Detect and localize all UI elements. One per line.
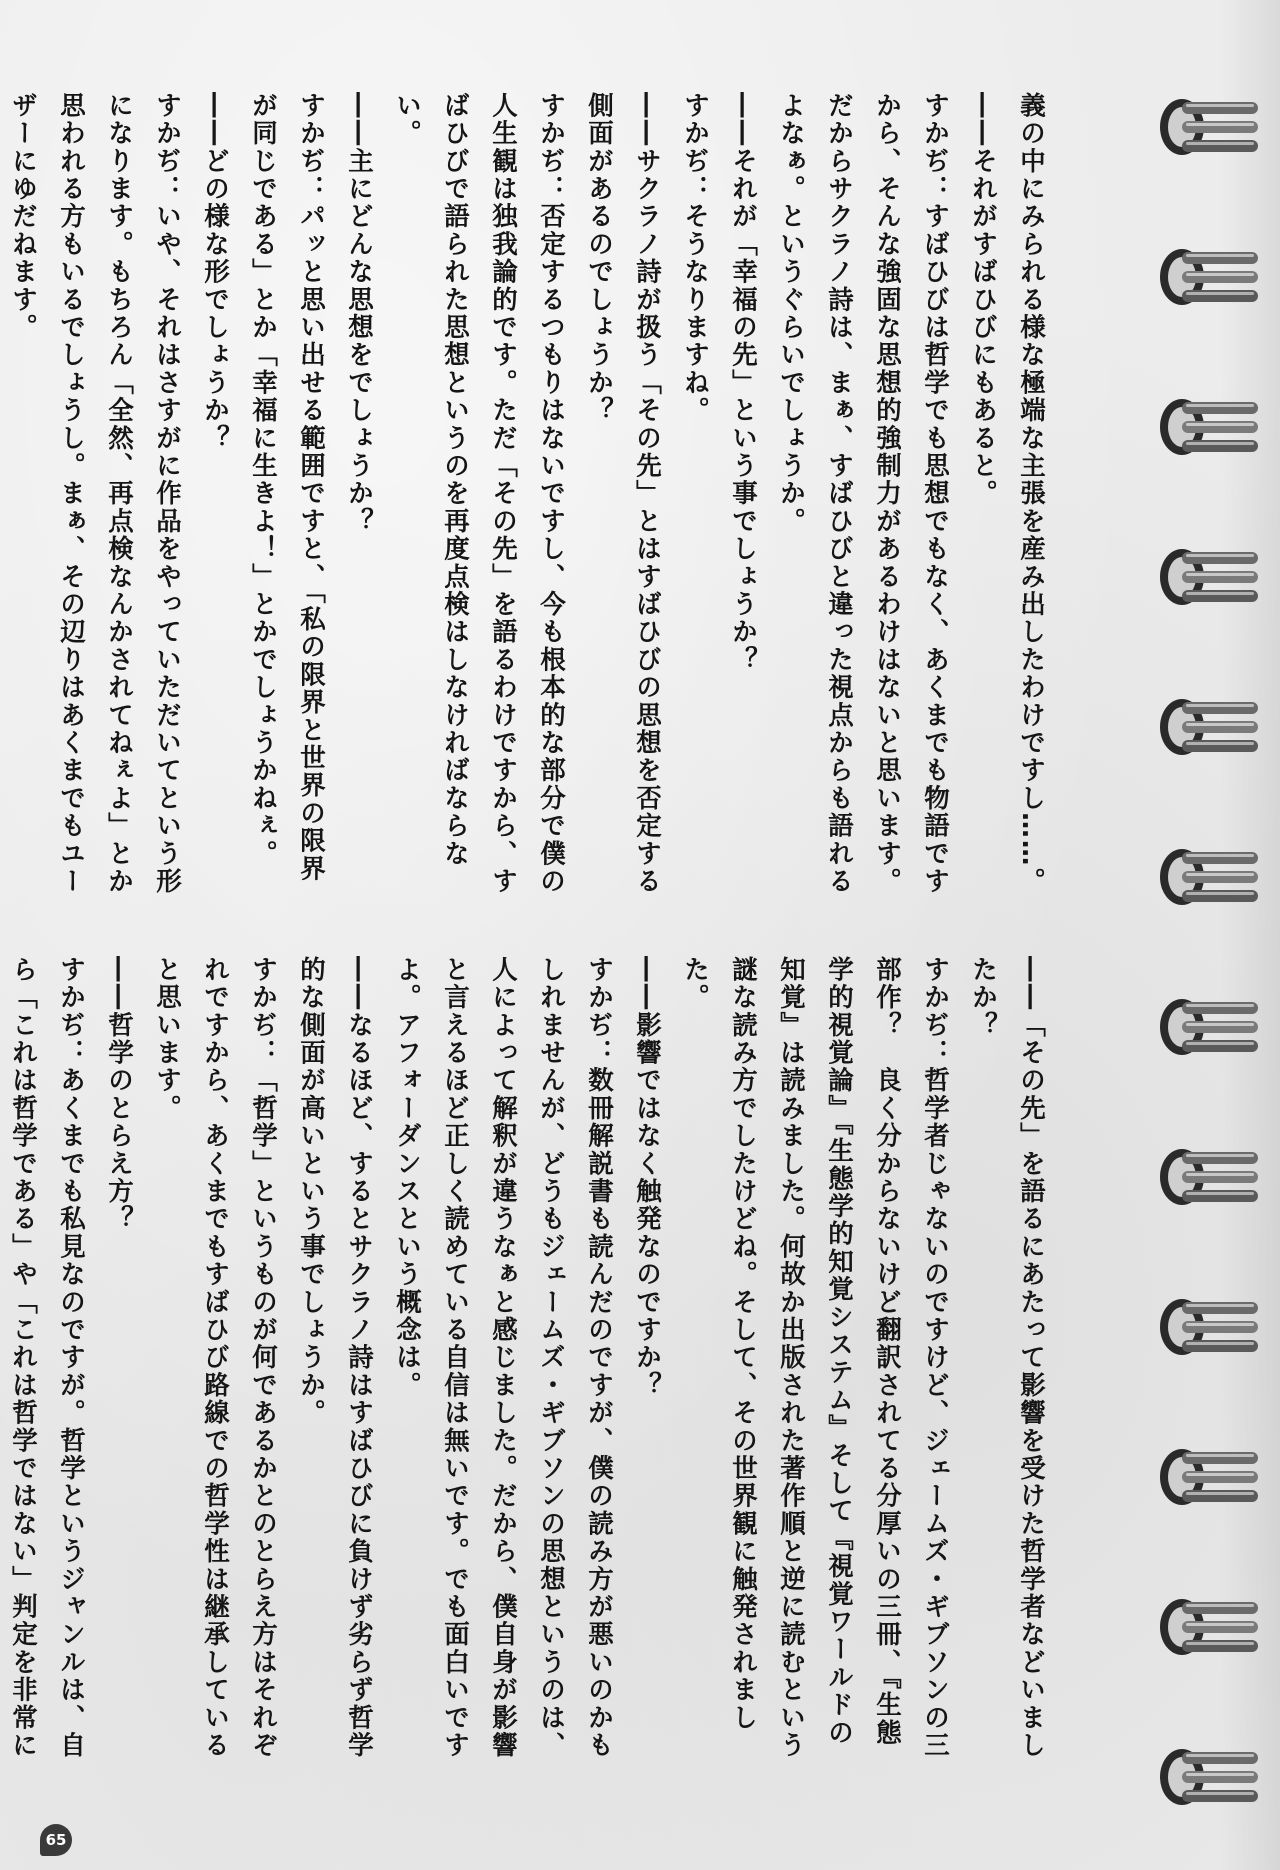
ring-icon bbox=[1152, 1292, 1262, 1362]
text-line: ザーにゆだねます。 bbox=[8, 92, 38, 342]
text-line: 人生観は独我論的です。ただ「その先」を語るわけですから、す bbox=[488, 92, 518, 896]
text-line: すかぢ：数冊解説書も読んだのですが、僕の読み方が悪いのかも bbox=[584, 956, 614, 1760]
text-line: すかぢ：あくまでも私見なのですが。哲学というジャンルは、自 bbox=[56, 956, 86, 1760]
ring-icon bbox=[1152, 542, 1262, 612]
text-line: 的な側面が高いという事でしょうか。 bbox=[296, 956, 326, 1427]
text-line: ――それが「幸福の先」という事でしょうか？ bbox=[728, 92, 758, 674]
text-line: い。 bbox=[392, 92, 422, 148]
text-line: た。 bbox=[680, 956, 710, 1012]
ring-icon bbox=[1152, 842, 1262, 912]
text-line: すかぢ：すばひびは哲学でも思想でもなく、あくまでも物語です bbox=[920, 92, 950, 896]
ring-icon bbox=[1152, 1442, 1262, 1512]
text-line: すかぢ：「哲学」というものが何であるかとのとらえ方はそれぞ bbox=[248, 956, 278, 1760]
ring-icon bbox=[1152, 392, 1262, 462]
text-line: だからサクラノ詩は、まぁ、すばひびと違った視点からも語れる bbox=[824, 92, 854, 896]
text-line: ――「その先」を語るにあたって影響を受けた哲学者などいまし bbox=[1016, 956, 1046, 1760]
text-line: れですから、あくまでもすばひび路線での哲学性は継承している bbox=[200, 956, 230, 1760]
text-line: 思われる方もいるでしょうし。まぁ、その辺りはあくまでもユー bbox=[56, 92, 86, 896]
interview-text-bottom bbox=[8, 956, 1055, 1760]
ring-icon bbox=[1152, 92, 1262, 162]
interview-text-top bbox=[8, 92, 1055, 896]
text-line: ら「これは哲学である」や「これは哲学ではない」判定を非常に bbox=[8, 956, 38, 1760]
text-line: と言えるほど正しく読めている自信は無いです。でも面白いです bbox=[440, 956, 470, 1760]
ring-icon bbox=[1152, 1142, 1262, 1212]
ring-icon bbox=[1152, 1592, 1262, 1662]
text-line: ――影響ではなく触発なのですか？ bbox=[632, 956, 662, 1400]
text-line: ――主にどんな思想をでしょうか？ bbox=[344, 92, 374, 536]
text-line: 義の中にみられる様な極端な主張を産み出したわけですし……。 bbox=[1016, 92, 1046, 896]
text-line: ――哲学のとらえ方？ bbox=[104, 956, 134, 1233]
text-line: 知覚』は読みました。何故か出版された著作順と逆に読むという bbox=[776, 956, 806, 1760]
text-line: ――サクラノ詩が扱う「その先」とはすばひびの思想を否定する bbox=[632, 92, 662, 896]
text-line: すかぢ：否定するつもりはないですし、今も根本的な部分で僕の bbox=[536, 92, 566, 896]
ring-icon bbox=[1152, 1742, 1262, 1812]
spiral-binding bbox=[1142, 0, 1262, 1870]
text-line: が同じである」とか「幸福に生きよ！」とかでしょうかねぇ。 bbox=[248, 92, 278, 868]
text-line: ――なるほど、するとサクラノ詩はすばひびに負けず劣らず哲学 bbox=[344, 956, 374, 1760]
text-line: になります。もちろん「全然、再点検なんかされてねぇよ」とか bbox=[104, 92, 134, 896]
text-line: よなぁ。というぐらいでしょうか。 bbox=[776, 92, 806, 536]
text-line: すかぢ：パッと思い出せる範囲ですと、「私の限界と世界の限界 bbox=[296, 92, 326, 883]
text-line: 謎な読み方でしたけどね。そして、その世界観に触発されまし bbox=[728, 956, 758, 1732]
text-line: と思います。 bbox=[152, 956, 182, 1123]
text-line: しれませんが、どうもジェームズ・ギブソンの思想というのは、 bbox=[536, 956, 566, 1760]
page-number: 65 bbox=[40, 1824, 72, 1856]
text-line: よ。アフォーダンスという概念は。 bbox=[392, 956, 422, 1400]
ring-icon bbox=[1152, 692, 1262, 762]
text-line: たか？ bbox=[968, 956, 998, 1040]
text-line: すかぢ：そうなりますね。 bbox=[680, 92, 710, 425]
ring-icon bbox=[1152, 242, 1262, 312]
text-line: 部作？ 良く分からないけど翻訳されてる分厚いの三冊、『生態 bbox=[872, 956, 902, 1747]
text-line: すかぢ：いや、それはさすがに作品をやっていただいてという形 bbox=[152, 92, 182, 896]
text-line: すかぢ：哲学者じゃないのですけど、ジェームズ・ギブソンの三 bbox=[920, 956, 950, 1760]
ring-icon bbox=[1152, 992, 1262, 1062]
text-line: ――それがすばひびにもあると。 bbox=[968, 92, 998, 508]
text-line: 学的視覚論』『生態学的知覚システム』そして『視覚ワールドの bbox=[824, 956, 854, 1747]
text-line: 人によって解釈が違うなぁと感じました。だから、僕自身が影響 bbox=[488, 956, 518, 1760]
text-line: 側面があるのでしょうか？ bbox=[584, 92, 614, 425]
text-line: ――どの様な形でしょうか？ bbox=[200, 92, 230, 453]
text-line: ばひびで語られた思想というのを再度点検はしなければならな bbox=[440, 92, 470, 868]
text-line: から、そんな強固な思想的強制力があるわけはないと思います。 bbox=[872, 92, 902, 896]
